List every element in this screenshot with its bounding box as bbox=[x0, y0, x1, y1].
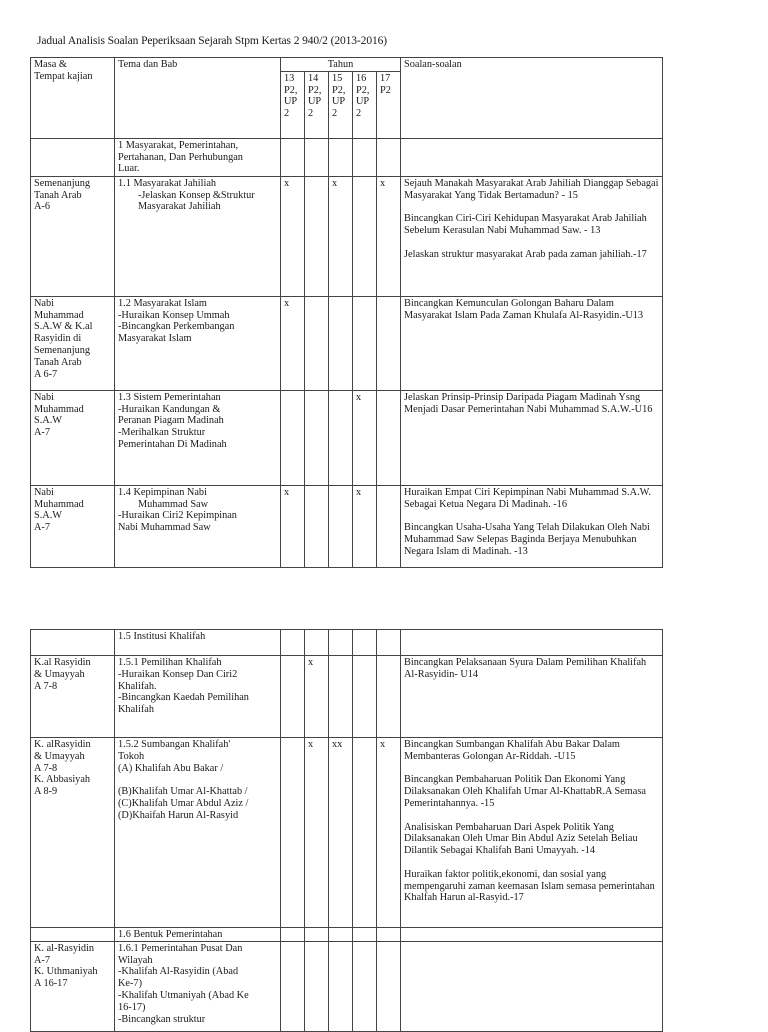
mark-cell bbox=[305, 630, 329, 656]
tema-cell: 1.5.2 Sumbangan Khalifah' Tokoh (A) Khalifah Abu Bakar / (B)Khalifah Umar Al-Khattab / (C)Khalifah Umar Abdul Aziz / (D)Khaifah Harun Al-Rasyid bbox=[115, 738, 281, 928]
table-row bbox=[31, 296, 663, 390]
mark-cell: x bbox=[281, 296, 305, 390]
mark-cell bbox=[281, 656, 305, 738]
mark-cell bbox=[353, 738, 377, 928]
mark-cell bbox=[305, 928, 329, 942]
mark-cell bbox=[377, 485, 401, 567]
masa-cell: Nabi Muhammad S.A.W A-7 bbox=[31, 485, 115, 567]
question-text: Bincangkan Pelaksanaan Syura Dalam Pemilihan Khalifah Al-Rasyidin- U14 bbox=[404, 657, 647, 680]
masa-cell: Semenanjung Tanah Arab A-6 bbox=[31, 176, 115, 296]
question-text: Bincangkan Pembaharuan Politik Dan Ekonomi Yang Dilaksanakan Oleh Khalifah Umar Al-KhattabR.A Semasa Pemerintahannya. -15 bbox=[404, 774, 646, 809]
mark-cell bbox=[353, 296, 377, 390]
mark-cell bbox=[353, 941, 377, 1031]
table-row bbox=[31, 138, 663, 176]
year-16-header: 16 P2, UP 2 bbox=[353, 71, 377, 138]
table-row bbox=[31, 630, 663, 656]
mark-cell: x bbox=[377, 738, 401, 928]
question-text: Jelaskan struktur masyarakat Arab pada zaman jahiliah.-17 bbox=[404, 248, 647, 260]
mark-cell bbox=[353, 630, 377, 656]
tema-cell: 1.5.1 Pemilihan Khalifah -Huraikan Konsep Dan Ciri2 Khalifah. -Bincangkan Kaedah Pemilihan Khalifah bbox=[115, 656, 281, 738]
header-tema: Tema dan Bab bbox=[115, 58, 281, 139]
question-text: Bincangkan Sumbangan Khalifah Abu Bakar Dalam Membanteras Golongan Ar-Riddah. -U15 bbox=[404, 739, 620, 762]
tema-cell: 1.4 Kepimpinan Nabi Muhammad Saw -Huraikan Ciri2 Kepimpinan Nabi Muhammad Saw bbox=[115, 485, 281, 567]
masa-cell: K. al-Rasyidin A-7 K. Uthmaniyah A 16-17 bbox=[31, 941, 115, 1031]
question-cell bbox=[401, 138, 663, 176]
mark-cell: x bbox=[281, 485, 305, 567]
mark-cell bbox=[329, 485, 353, 567]
mark-cell bbox=[305, 941, 329, 1031]
analysis-table-1 bbox=[30, 57, 663, 568]
question-text: Bincangkan Usaha-Usaha Yang Telah Dilakukan Oleh Nabi Muhammad Saw Selepas Baginda Berjaya Menubuhkan Negara Islam di Madinah. -13 bbox=[404, 522, 650, 557]
mark-cell bbox=[329, 941, 353, 1031]
mark-cell: x bbox=[353, 485, 377, 567]
mark-cell: x bbox=[377, 176, 401, 296]
question-cell bbox=[401, 928, 663, 942]
tema-cell: 1.2 Masyarakat Islam -Huraikan Konsep Ummah -Bincangkan Perkembangan Masyarakat Islam bbox=[115, 296, 281, 390]
masa-cell: K. alRasyidin & Umayyah A 7-8 K. Abbasiyah A 8-9 bbox=[31, 738, 115, 928]
table-row bbox=[31, 928, 663, 942]
table-row bbox=[31, 941, 663, 1031]
mark-cell bbox=[281, 928, 305, 942]
masa-cell: K.al Rasyidin & Umayyah A 7-8 bbox=[31, 656, 115, 738]
mark-cell bbox=[377, 296, 401, 390]
masa-cell bbox=[31, 138, 115, 176]
mark-cell bbox=[353, 928, 377, 942]
table-row bbox=[31, 656, 663, 738]
question-text: Jelaskan Prinsip-Prinsip Daripada Piagam Madinah Ysng Menjadi Dasar Pemerintahan Nabi Muhammad S.A.W.-U16 bbox=[404, 391, 653, 415]
table-row bbox=[31, 176, 663, 296]
question-cell bbox=[401, 485, 663, 567]
question-cell bbox=[401, 176, 663, 296]
mark-cell bbox=[281, 630, 305, 656]
header-masa: Masa & Tempat kajian bbox=[31, 58, 115, 139]
mark-cell bbox=[281, 390, 305, 485]
year-14-header: 14 P2, UP 2 bbox=[305, 71, 329, 138]
mark-cell bbox=[377, 656, 401, 738]
question-text: Huraikan Empat Ciri Kepimpinan Nabi Muhammad S.A.W. Sebagai Ketua Negara Di Madinah. -16 bbox=[404, 486, 651, 510]
year-17-header: 17 P2 bbox=[377, 71, 401, 138]
mark-cell bbox=[305, 138, 329, 176]
tema-cell: 1.5 Institusi Khalifah bbox=[115, 630, 281, 656]
mark-cell bbox=[305, 176, 329, 296]
mark-cell bbox=[377, 138, 401, 176]
year-13-header: 13 P2, UP 2 bbox=[281, 71, 305, 138]
header-tahun: Tahun bbox=[281, 58, 401, 72]
year-15-header: 15 P2, UP 2 bbox=[329, 71, 353, 138]
mark-cell bbox=[305, 296, 329, 390]
mark-cell bbox=[353, 656, 377, 738]
question-text: Sejauh Manakah Masyarakat Arab Jahiliah Dianggap Sebagai Masyarakat Yang Tidak Bertamadun? - 15 bbox=[404, 177, 659, 201]
mark-cell: xx bbox=[329, 738, 353, 928]
question-cell bbox=[401, 296, 663, 390]
question-text: Analisiskan Pembaharuan Dari Aspek Politik Yang Dilaksanakan Oleh Umar Bin Abdul Aziz Setelah Beliau Dilantik Sebagai Khalifah Bani Umayyah. -14 bbox=[404, 821, 638, 857]
mark-cell bbox=[377, 630, 401, 656]
mark-cell bbox=[329, 630, 353, 656]
mark-cell bbox=[329, 296, 353, 390]
tema-cell: 1.6 Bentuk Pemerintahan bbox=[115, 928, 281, 942]
mark-cell bbox=[305, 485, 329, 567]
table-row bbox=[31, 485, 663, 567]
table-row bbox=[31, 738, 663, 928]
question-cell bbox=[401, 656, 663, 738]
masa-cell bbox=[31, 630, 115, 656]
question-text: Huraikan faktor politik,ekonomi, dan sosial yang mempengaruhi zaman keemasan Islam semasa pemerintahan Khalfah Harun al-Rasyid.-17 bbox=[404, 868, 655, 904]
mark-cell bbox=[353, 176, 377, 296]
analysis-table-2 bbox=[30, 629, 663, 1032]
question-text: Bincangkan Ciri-Ciri Kehidupan Masyarakat Arab Jahiliah Sebelum Kerasulan Nabi Muhammad Saw. - 13 bbox=[404, 213, 647, 236]
document-title: Jadual Analisis Soalan Peperiksaan Sejarah Stpm Kertas 2 940/2 (2013-2016) bbox=[37, 35, 387, 47]
tema-cell: 1.6.1 Pemerintahan Pusat Dan Wilayah -Khalifah Al-Rasyidin (Abad Ke-7) -Khalifah Utmaniyah (Abad Ke 16-17) -Bincangkan struktur bbox=[115, 941, 281, 1031]
table-row bbox=[31, 390, 663, 485]
question-cell bbox=[401, 941, 663, 1031]
mark-cell: x bbox=[281, 176, 305, 296]
mark-cell: x bbox=[329, 176, 353, 296]
mark-cell bbox=[281, 738, 305, 928]
mark-cell bbox=[329, 138, 353, 176]
mark-cell bbox=[377, 928, 401, 942]
mark-cell: x bbox=[305, 738, 329, 928]
question-cell bbox=[401, 390, 663, 485]
mark-cell bbox=[377, 941, 401, 1031]
mark-cell bbox=[281, 941, 305, 1031]
header-row bbox=[31, 58, 663, 72]
question-cell bbox=[401, 738, 663, 928]
tema-cell: 1.3 Sistem Pemerintahan -Huraikan Kandungan & Peranan Piagam Madinah -Merihalkan Struktur Pemerintahan Di Madinah bbox=[115, 390, 281, 485]
mark-cell bbox=[353, 138, 377, 176]
question-cell bbox=[401, 630, 663, 656]
masa-cell: Nabi Muhammad S.A.W A-7 bbox=[31, 390, 115, 485]
mark-cell bbox=[281, 138, 305, 176]
mark-cell bbox=[329, 928, 353, 942]
header-soalan: Soalan-soalan bbox=[401, 58, 663, 139]
question-text: Bincangkan Kemunculan Golongan Baharu Dalam Masyarakat Islam Pada Zaman Khulafa Al-Rasyidin.-U13 bbox=[404, 297, 644, 321]
tema-cell: 1.1 Masyarakat Jahiliah -Jelaskan Konsep &Struktur Masyarakat Jahiliah bbox=[115, 176, 281, 296]
mark-cell bbox=[305, 390, 329, 485]
mark-cell: x bbox=[305, 656, 329, 738]
mark-cell bbox=[377, 390, 401, 485]
masa-cell bbox=[31, 928, 115, 942]
mark-cell: x bbox=[353, 390, 377, 485]
tema-cell: 1 Masyarakat, Pemerintahan, Pertahanan, Dan Perhubungan Luar. bbox=[115, 138, 281, 176]
mark-cell bbox=[329, 390, 353, 485]
masa-cell: Nabi Muhammad S.A.W & K.al Rasyidin di Semenanjung Tanah Arab A 6-7 bbox=[31, 296, 115, 390]
mark-cell bbox=[329, 656, 353, 738]
